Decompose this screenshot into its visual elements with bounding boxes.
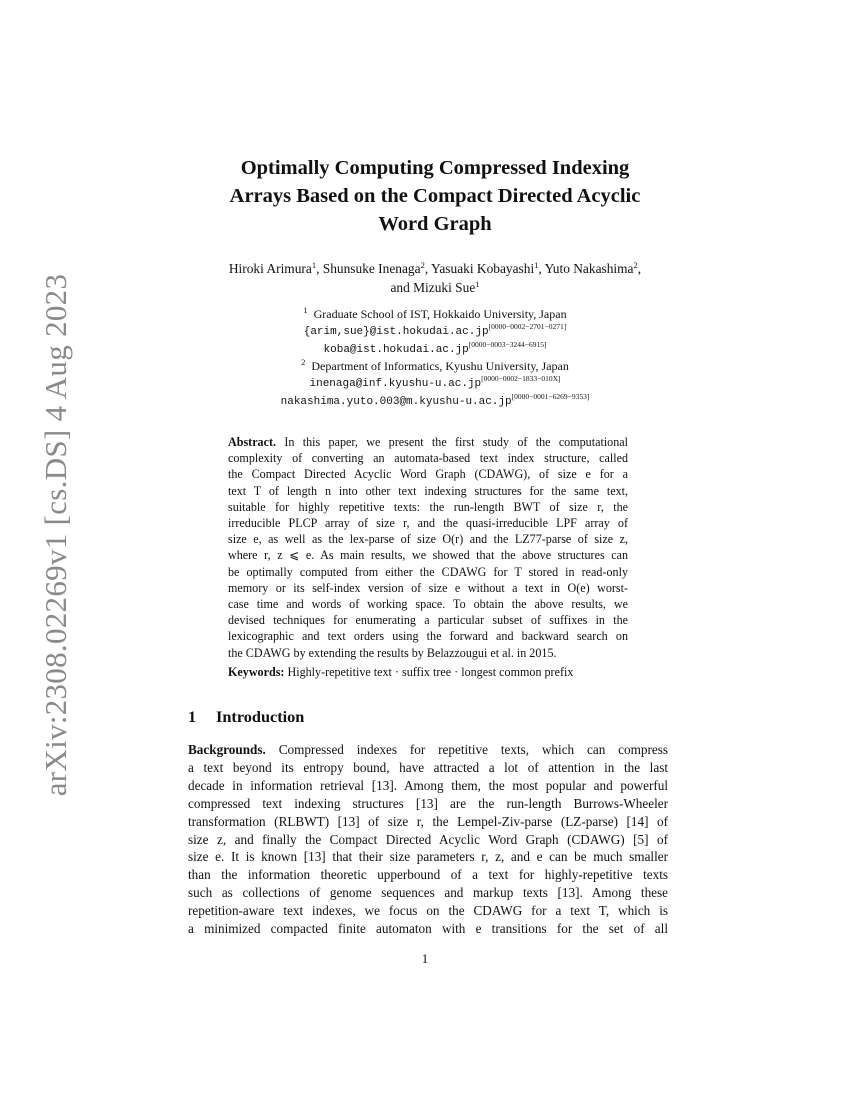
abstract-line [228,434,628,450]
author-line [150,278,720,297]
author-affil-mark: 1 [534,260,539,270]
author-name: and Mizuki Sue [390,280,476,295]
abstract [228,434,628,661]
author-name: , Yasuaki Kobayashi [424,261,535,276]
abstract-line: be optimally computed from either the CDAWG for T stored in read-only [228,564,628,579]
section-heading [188,707,304,727]
arxiv-identifier: arXiv:2308.02269v1 [cs.DS] 4 Aug 2023 [38,273,73,797]
abstract-line: the Compact Directed Acyclic Word Graph (CDAWG), of size e for a [228,467,628,482]
arxiv-stamp [36,273,76,797]
page-number: 1 [421,951,429,966]
abstract-line: case time and words of working space. To obtain the above results, we [228,597,628,612]
section-title: Introduction [216,707,305,726]
body-line: a minimized compacted finite automaton with e transitions for the set of all [188,921,668,937]
orcid-id: [0000−0002−2701−0271] [488,322,567,331]
author-affil-mark: 1 [311,260,317,270]
abstract-line: suitable for highly repetitive texts: the run-length BWT of size r, the [228,499,628,514]
keywords-text: Highly-repetitive text · suffix tree · longest common prefix [287,665,574,679]
abstract-line: size e, as well as the lex-parse of size O(r) and the LZ77-parse of size z, [228,532,628,547]
abstract-line: lexicographic and text orders using the forward and backward search on [228,629,628,644]
affiliation-line [150,306,720,322]
affiliation-name: Graduate School of IST, Hokkaido University, Japan [313,307,567,321]
abstract-label: Abstract. [228,435,277,449]
author-affil-mark: 2 [420,260,425,270]
email-line [150,392,720,410]
keywords-label: Keywords: [228,665,285,679]
intro-paragraph [188,741,668,938]
title-line: Word Graph [378,213,492,235]
body-text: Compressed indexes for repetitive texts, which can compress [278,742,668,757]
body-line: than the information theoretic upperbound of a text for highly-repetitive texts [188,867,668,883]
author-separator: , [637,261,642,276]
orcid-id: [0000−0003−3244−6915] [468,340,547,349]
body-line: size e. It is known [13] that their size parameters r, z, and e can be much smaller [188,849,668,865]
author-name: Hiroki Arimura [228,261,312,276]
paragraph-label: Backgrounds. [188,742,266,757]
abstract-line: irreducible PLCP array of size r, and the quasi-irreducible LPF array of [228,516,628,531]
author-email: inenaga@inf.kyushu-u.ac.jp [309,378,482,390]
abstract-line: complexity of converting an automata-based text index structure, called [228,451,628,466]
email-line [150,322,720,340]
affiliation-line [150,358,720,374]
body-line: transformation (RLBWT) [13] of size r, the Lempel-Ziv-parse (LZ-parse) [14] of [188,813,668,829]
author-list [150,259,720,297]
keywords [228,664,628,680]
abstract-line: memory or its self-index version of size e without a text in O(e) worst- [228,580,628,595]
body-line: such as collections of genome sequences and markup texts [13]. Among these [188,885,668,901]
author-email: koba@ist.hokudai.ac.jp [323,344,469,356]
abstract-text: In this paper, we present the first study of the computational [284,435,628,449]
title-line: Optimally Computing Compressed Indexing [240,157,630,179]
author-affil-mark: 2 [633,260,638,270]
section-number: 1 [188,707,197,726]
title-line: Arrays Based on the Compact Directed Acyclic [229,185,641,207]
body-line: a text beyond its entropy bound, have attracted a lot of attention in the last [188,759,668,775]
body-line: size z, and finally the Compact Directed Acyclic Word Graph (CDAWG) [5] of [188,831,668,847]
email-line [150,374,720,392]
author-name: , Shunsuke Inenaga [316,261,421,276]
author-name: , Yuto Nakashima [538,261,634,276]
orcid-id: [0000−0001−6269−9353] [511,392,590,401]
orcid-id: [0000−0002−1833−010X] [481,374,561,383]
abstract-line: the CDAWG by extending the results by Belazzougui et al. in 2015. [228,645,557,660]
abstract-line: text T of length n into other text indexing structures for the same text, [228,483,628,498]
author-line [150,259,720,278]
author-affil-mark: 1 [475,279,480,289]
body-line: repetition-aware text indexes, we focus on the CDAWG for a text T, which is [188,903,668,919]
body-line: decade in information retrieval [13]. Among them, the most popular and powerful [188,777,668,793]
affiliation-name: Department of Informatics, Kyushu University, Japan [311,359,569,373]
paper-title [150,154,720,238]
affil-mark: 2 [301,357,306,367]
author-email: {arim,sue}@ist.hokudai.ac.jp [303,326,489,338]
affil-mark: 1 [303,305,308,315]
abstract-line: devised techniques for enumerating a particular subset of suffixes in the [228,613,628,628]
body-line: compressed text indexing structures [13] are the run-length Burrows-Wheeler [188,795,668,811]
author-email: nakashima.yuto.003@m.kyushu-u.ac.jp [280,396,512,408]
email-line [150,340,720,358]
affiliations [150,306,720,410]
abstract-line: where r, z ⩽ e. As main results, we showed that the above structures can [228,548,628,563]
body-line [188,741,668,759]
